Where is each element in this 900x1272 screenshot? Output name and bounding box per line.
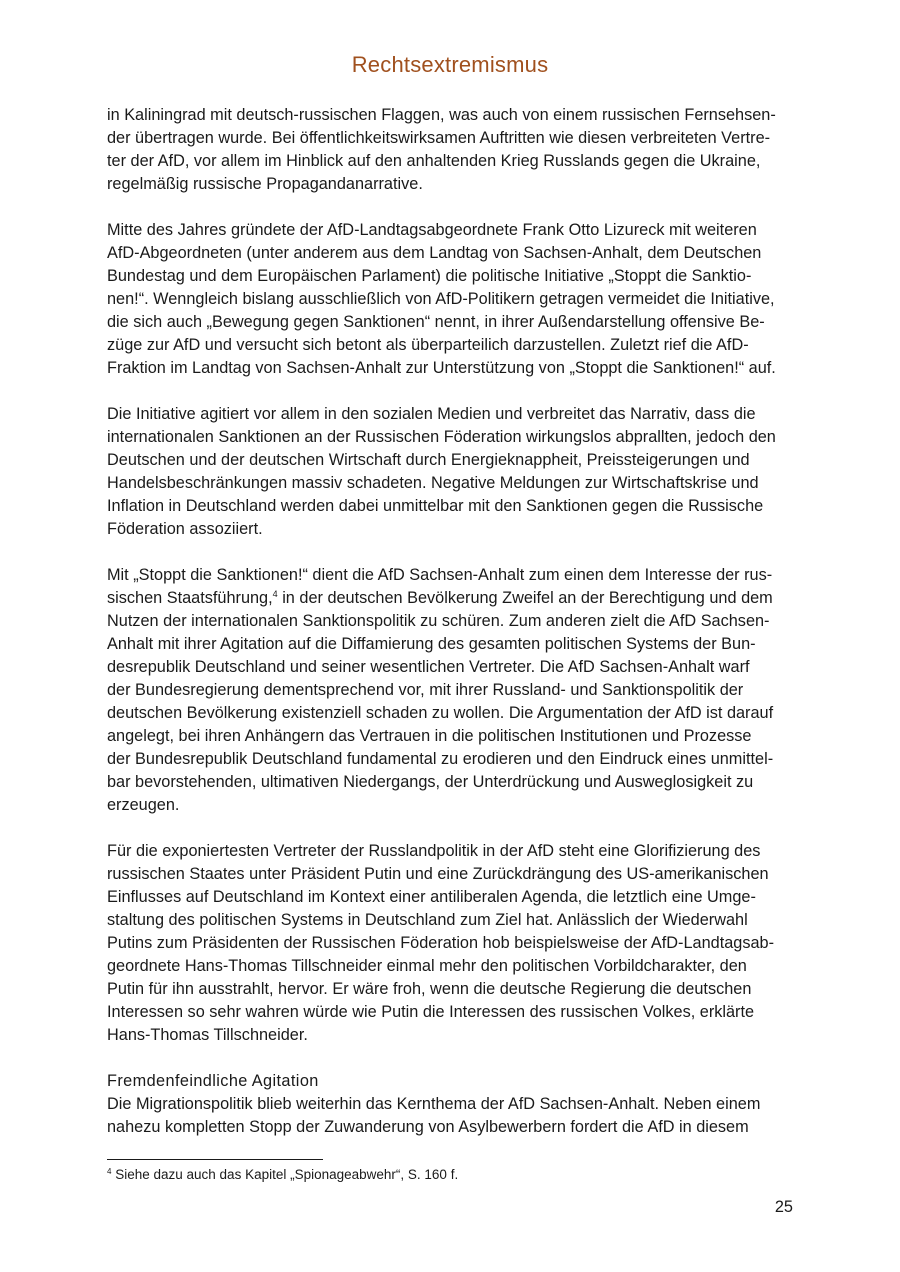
text-line: Die Migrationspolitik blieb weiterhin das Kernthema der AfD Sachsen-Anhalt. Neben einem	[107, 1095, 761, 1113]
text-line: Mit „Stoppt die Sanktionen!“ dient die AfD Sachsen-Anhalt zum einen dem Interesse der rus-	[107, 566, 773, 584]
paragraph-2	[107, 219, 795, 380]
text-line: Interessen so sehr wahren würde wie Putin die Interessen des russischen Volkes, erklärte	[107, 1003, 755, 1021]
text-line: Fraktion im Landtag von Sachsen-Anhalt zur Unterstützung von „Stoppt die Sanktionen!“ auf.	[107, 359, 776, 377]
text-line: Inflation in Deutschland werden dabei unmittelbar mit den Sanktionen gegen die Russische	[107, 497, 764, 515]
running-header-title: Rechtsextremismus	[351, 52, 549, 77]
text-line: Für die exponiertesten Vertreter der Russlandpolitik in der AfD steht eine Glorifizierung des	[107, 842, 761, 860]
footnote-text: Siehe dazu auch das Kapitel „Spionageabwehr“, S. 160 f.	[115, 1167, 459, 1182]
text-line: russischen Staates unter Präsident Putin und eine Zurückdrängung des US-amerikanischen	[107, 865, 769, 883]
text-line: internationalen Sanktionen an der Russischen Föderation wirkungslos abprallten, jedoch den	[107, 428, 776, 446]
text-line: Mitte des Jahres gründete der AfD-Landtagsabgeordnete Frank Otto Lizureck mit weiteren	[107, 221, 757, 239]
text-line: regelmäßig russische Propagandanarrative.	[107, 175, 423, 193]
text-line: der Bundesregierung dementsprechend vor, mit ihrer Russland- und Sanktionspolitik der	[107, 681, 744, 699]
text-line: nen!“. Wenngleich bislang ausschließlich von AfD-Politikern getragen vermeidet die Initiative,	[107, 290, 775, 308]
text-line: Einflusses auf Deutschland im Kontext einer antiliberalen Agenda, die letztlich eine Umge-	[107, 888, 756, 906]
text-line: erzeugen.	[107, 796, 180, 814]
footnote-reference[interactable]: 4	[272, 589, 278, 599]
text-line: Putin für ihn ausstrahlt, hervor. Er wäre froh, wenn die deutsche Regierung die deutschen	[107, 980, 752, 998]
text-line: Bundestag und dem Europäischen Parlament) die politische Initiative „Stoppt die Sanktio-	[107, 267, 752, 285]
page-number: 25	[774, 1198, 793, 1216]
paragraph-5	[107, 840, 795, 1047]
paragraph-1	[107, 104, 795, 196]
text-line: desrepublik Deutschland und seiner wesentlichen Vertreter. Die AfD Sachsen-Anhalt warf	[107, 658, 750, 676]
text-line: staltung des politischen Systems in Deutschland zum Ziel hat. Anlässlich der Wiederwahl	[107, 911, 748, 929]
text-line: angelegt, bei ihren Anhängern das Vertrauen in die politischen Institutionen und Prozesse	[107, 727, 752, 745]
section-heading: Fremdenfeindliche Agitation	[107, 1072, 319, 1090]
text-line: Nutzen der internationalen Sanktionspolitik zu schüren. Zum anderen zielt die AfD Sachsen-	[107, 612, 770, 630]
text-line: ter der AfD, vor allem im Hinblick auf den anhaltenden Krieg Russlands gegen die Ukraine,	[107, 152, 761, 170]
text-line	[107, 587, 795, 610]
text-line: Anhalt mit ihrer Agitation auf die Diffamierung des gesamten politischen Systems der Bun-	[107, 635, 756, 653]
text-line: AfD-Abgeordneten (unter anderem aus dem Landtag von Sachsen-Anhalt, dem Deutschen	[107, 244, 762, 262]
text-line: der Bundesrepublik Deutschland fundamental zu erodieren und den Eindruck eines unmittel-	[107, 750, 774, 768]
text-line: züge zur AfD und versucht sich betont als überparteilich darzustellen. Zuletzt rief die AfD-	[107, 336, 749, 354]
text-line: Hans-Thomas Tillschneider.	[107, 1026, 308, 1044]
footnote-divider	[107, 1159, 323, 1160]
text-line: bar bevorstehenden, ultimativen Niedergangs, der Unterdrückung und Ausweglosigkeit zu	[107, 773, 754, 791]
text-line: Föderation assoziiert.	[107, 520, 263, 538]
text-line: geordnete Hans-Thomas Tillschneider einmal mehr den politischen Vorbildcharakter, den	[107, 957, 747, 975]
section-fremdenfeindliche-agitation	[107, 1070, 795, 1139]
text-line: nahezu kompletten Stopp der Zuwanderung von Asylbewerbern fordert die AfD in diesem	[107, 1118, 749, 1136]
text-line: deutschen Bevölkerung existenziell schaden zu wollen. Die Argumentation der AfD ist darauf	[107, 704, 774, 722]
text-line: in Kaliningrad mit deutsch-russischen Flaggen, was auch von einem russischen Fernsehsen-	[107, 106, 776, 124]
paragraph-3	[107, 403, 795, 541]
text-line: Handelsbeschränkungen massiv schadeten. Negative Meldungen zur Wirtschaftskrise und	[107, 474, 759, 492]
paragraph-4	[107, 564, 795, 817]
footnote	[107, 1166, 458, 1184]
text-line: Die Initiative agitiert vor allem in den sozialen Medien und verbreitet das Narrativ, dass die	[107, 405, 756, 423]
text-line-prefix: sischen Staatsführung,	[107, 589, 273, 607]
footnote-number: 4	[107, 1167, 112, 1176]
body-text	[107, 104, 795, 1139]
text-line: der übertragen wurde. Bei öffentlichkeitswirksamen Auftritten wie diesen verbreiteten Vertre-	[107, 129, 771, 147]
text-line: Deutschen und der deutschen Wirtschaft durch Energieknappheit, Preissteigerungen und	[107, 451, 750, 469]
text-line: Putins zum Präsidenten der Russischen Föderation hob beispielsweise der AfD-Landtagsab-	[107, 934, 774, 952]
text-line: die sich auch „Bewegung gegen Sanktionen“ nennt, in ihrer Außendarstellung offensive Be-	[107, 313, 765, 331]
text-line-rest: in der deutschen Bevölkerung Zweifel an der Berechtigung und dem	[282, 589, 773, 607]
